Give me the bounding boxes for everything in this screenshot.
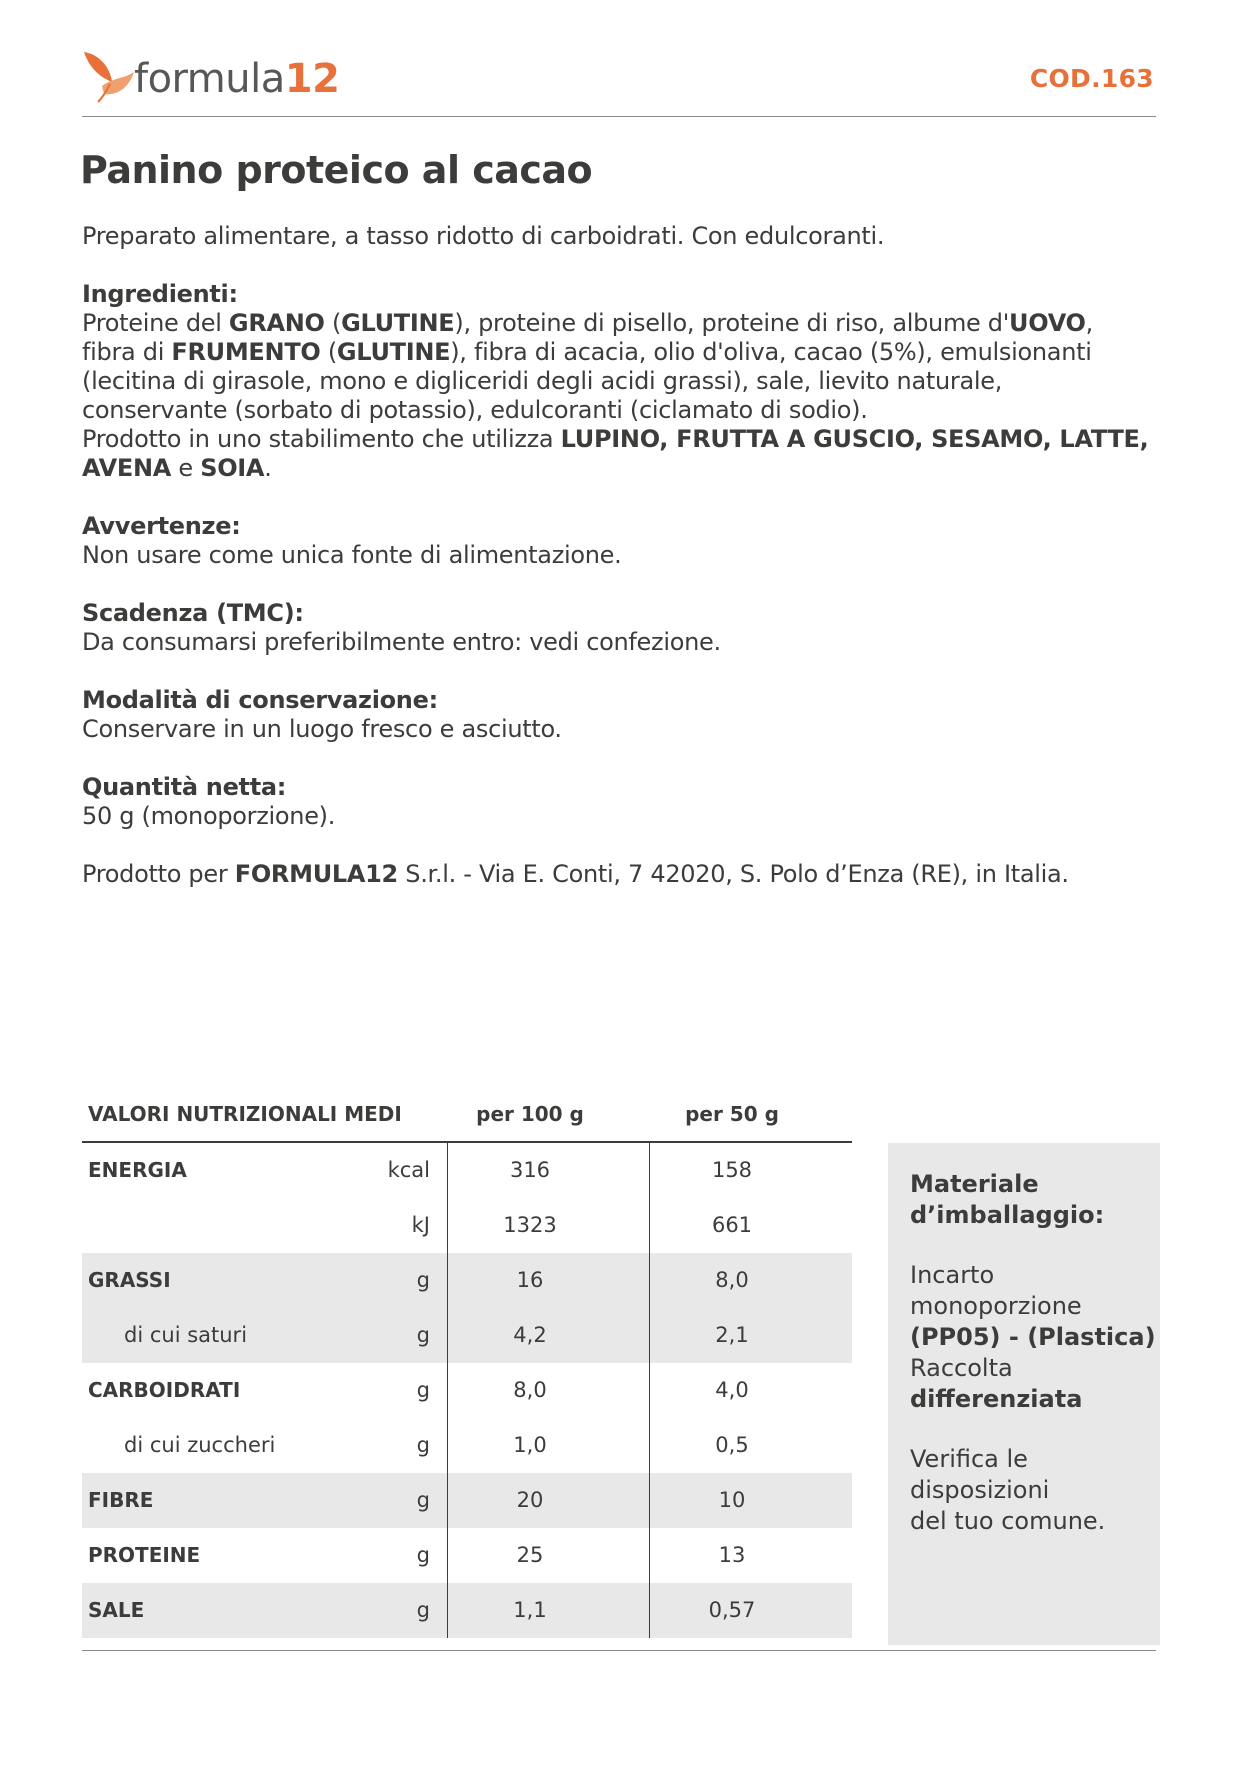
table-row [82, 1198, 852, 1253]
quantity-text: 50 g (monoporzione). [82, 802, 336, 830]
value-per-100g: 1323 [503, 1213, 557, 1237]
value-per-50g: 13 [718, 1543, 746, 1567]
product-code: COD.163 [1029, 64, 1154, 93]
ingredients-line-5: Prodotto in uno stabilimento che utilizza LUPINO, FRUTTA A GUSCIO, SESAMO, LATTE, [82, 425, 1149, 453]
ingredients-line-2: fibra di FRUMENTO (GLUTINE), fibra di acacia, olio d'oliva, cacao (5%), emulsionanti [82, 338, 1092, 366]
logo-word: formula [134, 56, 285, 102]
ingredients-label: Ingredienti: [82, 280, 238, 308]
expiry-section [82, 599, 721, 657]
value-per-100g: 316 [509, 1158, 551, 1182]
nutrient-unit: g [416, 1598, 430, 1622]
value-per-50g: 0,5 [715, 1433, 749, 1457]
producer-brand: FORMULA12 [234, 860, 398, 888]
value-per-100g: 1,1 [513, 1598, 547, 1622]
value-per-100g: 8,0 [513, 1378, 547, 1402]
page-title: Panino proteico al cacao [80, 148, 593, 192]
nutrition-header-name: VALORI NUTRIZIONALI MEDI [88, 1102, 402, 1126]
value-per-50g: 10 [718, 1488, 746, 1512]
table-row [82, 1583, 852, 1638]
nutrition-header-per100: per 100 g [476, 1102, 584, 1126]
table-row [82, 1308, 852, 1363]
expiry-label: Scadenza (TMC): [82, 599, 304, 627]
storage-text: Conservare in un luogo fresco e asciutto. [82, 715, 562, 743]
warnings-text: Non usare come unica fonte di alimentazione. [82, 541, 622, 569]
nutrient-name: SALE [88, 1598, 145, 1622]
nutrient-name: FIBRE [88, 1488, 154, 1512]
table-row [82, 1253, 852, 1308]
table-row [82, 1363, 852, 1418]
logo-number: 12 [284, 56, 340, 102]
ingredients-section [82, 280, 1148, 483]
product-description: Preparato alimentare, a tasso ridotto di carboidrati. Con edulcoranti. [82, 222, 885, 250]
quantity-section [82, 773, 335, 831]
formula12-logo [80, 48, 340, 108]
nutrient-name: CARBOIDRATI [88, 1378, 241, 1402]
storage-label: Modalità di conservazione: [82, 686, 438, 714]
quantity-label: Quantità netta: [82, 773, 287, 801]
ingredients-line-1: Proteine del GRANO (GLUTINE), proteine di pisello, proteine di riso, albume d'UOVO, [82, 309, 1093, 337]
table-row [82, 1418, 852, 1473]
packaging-label: Materiale [910, 1170, 1039, 1198]
value-per-100g: 4,2 [513, 1323, 547, 1347]
warnings-section [82, 512, 621, 570]
value-per-50g: 8,0 [715, 1268, 749, 1292]
nutrient-name: GRASSI [88, 1268, 171, 1292]
nutrient-name: ENERGIA [88, 1158, 187, 1182]
storage-section [82, 686, 562, 744]
value-per-50g: 2,1 [715, 1323, 749, 1347]
table-row [82, 1528, 852, 1583]
nutrient-unit: g [416, 1488, 430, 1512]
table-row [82, 1473, 852, 1528]
warnings-label: Avvertenze: [82, 512, 241, 540]
nutrient-unit: g [416, 1378, 430, 1402]
footer-divider [82, 1650, 1156, 1651]
column-divider-1 [447, 1143, 448, 1638]
nutrient-name: PROTEINE [88, 1543, 201, 1567]
nutrient-unit: kcal [387, 1158, 430, 1182]
producer-line: Prodotto per FORMULA12 S.r.l. - Via E. Conti, 7 42020, S. Polo d’Enza (RE), in Italia. [82, 860, 1069, 888]
nutrient-unit: g [416, 1268, 430, 1292]
ingredients-line-3: (lecitina di girasole, mono e digliceridi degli acidi grassi), sale, lievito naturale, [82, 367, 1003, 395]
ingredients-line-6: AVENA e SOIA. [82, 454, 272, 482]
nutrition-header-per50: per 50 g [685, 1102, 779, 1126]
value-per-50g: 158 [711, 1158, 753, 1182]
value-per-100g: 20 [516, 1488, 544, 1512]
column-divider-2 [649, 1143, 650, 1638]
butterfly-icon [80, 48, 136, 104]
header-divider [82, 116, 1156, 117]
packaging-code: (PP05) - (Plastica) [910, 1323, 1156, 1351]
value-per-100g: 1,0 [513, 1433, 547, 1457]
nutrient-unit: kJ [411, 1213, 430, 1237]
table-row [82, 1143, 852, 1198]
logo-wordmark [134, 56, 339, 102]
nutrient-name: di cui saturi [124, 1323, 248, 1347]
value-per-100g: 16 [516, 1268, 544, 1292]
value-per-100g: 25 [516, 1543, 544, 1567]
nutrient-unit: g [416, 1433, 430, 1457]
value-per-50g: 661 [711, 1213, 753, 1237]
nutrient-unit: g [416, 1543, 430, 1567]
packaging-box [888, 1143, 1160, 1645]
packaging-text: Materiale d’imballaggio: Incarto monoporzione (PP05) - (Plastica) Raccolta differenziata Verifica le disposizioni del tuo comune. [910, 1170, 1156, 1535]
ingredients-line-4: conservante (sorbato di potassio), edulcoranti (ciclamato di sodio). [82, 396, 868, 424]
value-per-50g: 0,57 [708, 1598, 756, 1622]
value-per-50g: 4,0 [715, 1378, 749, 1402]
expiry-text: Da consumarsi preferibilmente entro: vedi confezione. [82, 628, 721, 656]
nutrient-unit: g [416, 1323, 430, 1347]
nutrient-name: di cui zuccheri [124, 1433, 276, 1457]
